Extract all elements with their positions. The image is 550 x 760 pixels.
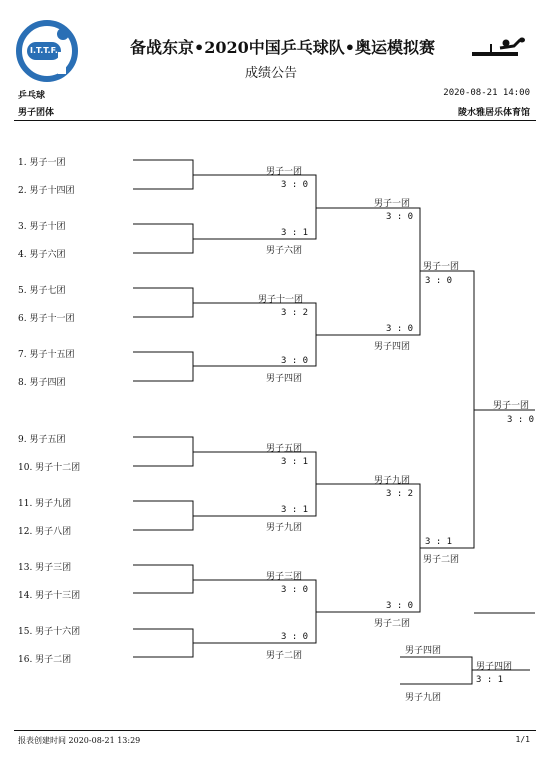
- qf-winner: 男子二团: [374, 619, 411, 629]
- bracket-entry: 5. 男子七团: [18, 286, 66, 296]
- bracket-entry: 8. 男子四团: [18, 378, 66, 388]
- bracket-entry: 16. 男子二团: [18, 655, 72, 665]
- third-place-winner: 男子四团: [476, 662, 513, 672]
- round2-score: 3 : 0: [281, 180, 309, 190]
- bracket-entry: 10. 男子十二团: [18, 463, 81, 473]
- round2-score: 3 : 0: [281, 356, 309, 366]
- sf-score: 3 : 0: [425, 276, 453, 286]
- bracket-entry: 1. 男子一团: [18, 158, 66, 168]
- round2-winner: 男子一团: [266, 167, 303, 177]
- page-title: 备战东京•2020中国乒乓球队•奥运模拟赛: [130, 38, 435, 57]
- qf-score: 3 : 2: [386, 489, 414, 499]
- round2-score: 3 : 2: [281, 308, 309, 318]
- third-place-score: 3 : 1: [476, 675, 504, 685]
- report-created-time: 报表创建时间 2020-08-21 13:29: [18, 736, 141, 745]
- bracket-entry: 13. 男子三团: [18, 563, 72, 573]
- qf-winner: 男子一团: [374, 199, 411, 209]
- bracket-entry: 15. 男子十六团: [18, 627, 81, 637]
- bracket-entry: 6. 男子十一团: [18, 314, 75, 324]
- bracket-entry: 7. 男子十五团: [18, 350, 75, 360]
- round2-score: 3 : 0: [281, 585, 309, 595]
- event-label: 男子团体: [18, 108, 55, 118]
- bracket-entry: 11. 男子九团: [18, 499, 72, 509]
- qf-winner: 男子四团: [374, 342, 411, 352]
- page-number: 1/1: [515, 735, 530, 744]
- round2-winner: 男子二团: [266, 651, 303, 661]
- sport-label: 乒乓球: [18, 91, 46, 101]
- bracket-entry: 4. 男子六团: [18, 250, 66, 260]
- bracket-entry: 9. 男子五团: [18, 435, 66, 445]
- round2-score: 3 : 1: [281, 228, 309, 238]
- sf-winner: 男子二团: [423, 555, 460, 565]
- round2-winner: 男子六团: [266, 246, 303, 256]
- round2-winner: 男子五团: [266, 444, 303, 454]
- datetime-label: 2020-08-21 14:00: [443, 88, 530, 98]
- venue-label: 陵水雅居乐体育馆: [457, 108, 530, 118]
- page-subtitle: 成绩公告: [245, 66, 298, 81]
- round2-winner: 男子四团: [266, 374, 303, 384]
- round2-score: 3 : 1: [281, 505, 309, 515]
- sf-score: 3 : 1: [425, 537, 453, 547]
- round2-winner: 男子九团: [266, 523, 303, 533]
- round2-score: 3 : 0: [281, 632, 309, 642]
- final-winner: 男子一团: [493, 401, 530, 411]
- qf-score: 3 : 0: [386, 212, 414, 222]
- footer-divider: [14, 730, 536, 731]
- round2-winner: 男子三团: [266, 572, 303, 582]
- sf-winner: 男子一团: [423, 262, 460, 272]
- bracket-entry: 14. 男子十三团: [18, 591, 81, 601]
- third-place-team-a: 男子四团: [405, 646, 442, 656]
- qf-score: 3 : 0: [386, 324, 414, 334]
- round2-winner: 男子十一团: [258, 295, 304, 305]
- qf-winner: 男子九团: [374, 476, 411, 486]
- final-score: 3 : 0: [507, 415, 535, 425]
- qf-score: 3 : 0: [386, 601, 414, 611]
- bracket-entry: 12. 男子八团: [18, 527, 72, 537]
- third-place-team-b: 男子九团: [405, 693, 442, 703]
- logo-text: I.T.T.F.: [30, 46, 58, 55]
- round2-score: 3 : 1: [281, 457, 309, 467]
- bracket-entry: 3. 男子十团: [18, 222, 66, 232]
- bracket-entry: 2. 男子十四团: [18, 186, 75, 196]
